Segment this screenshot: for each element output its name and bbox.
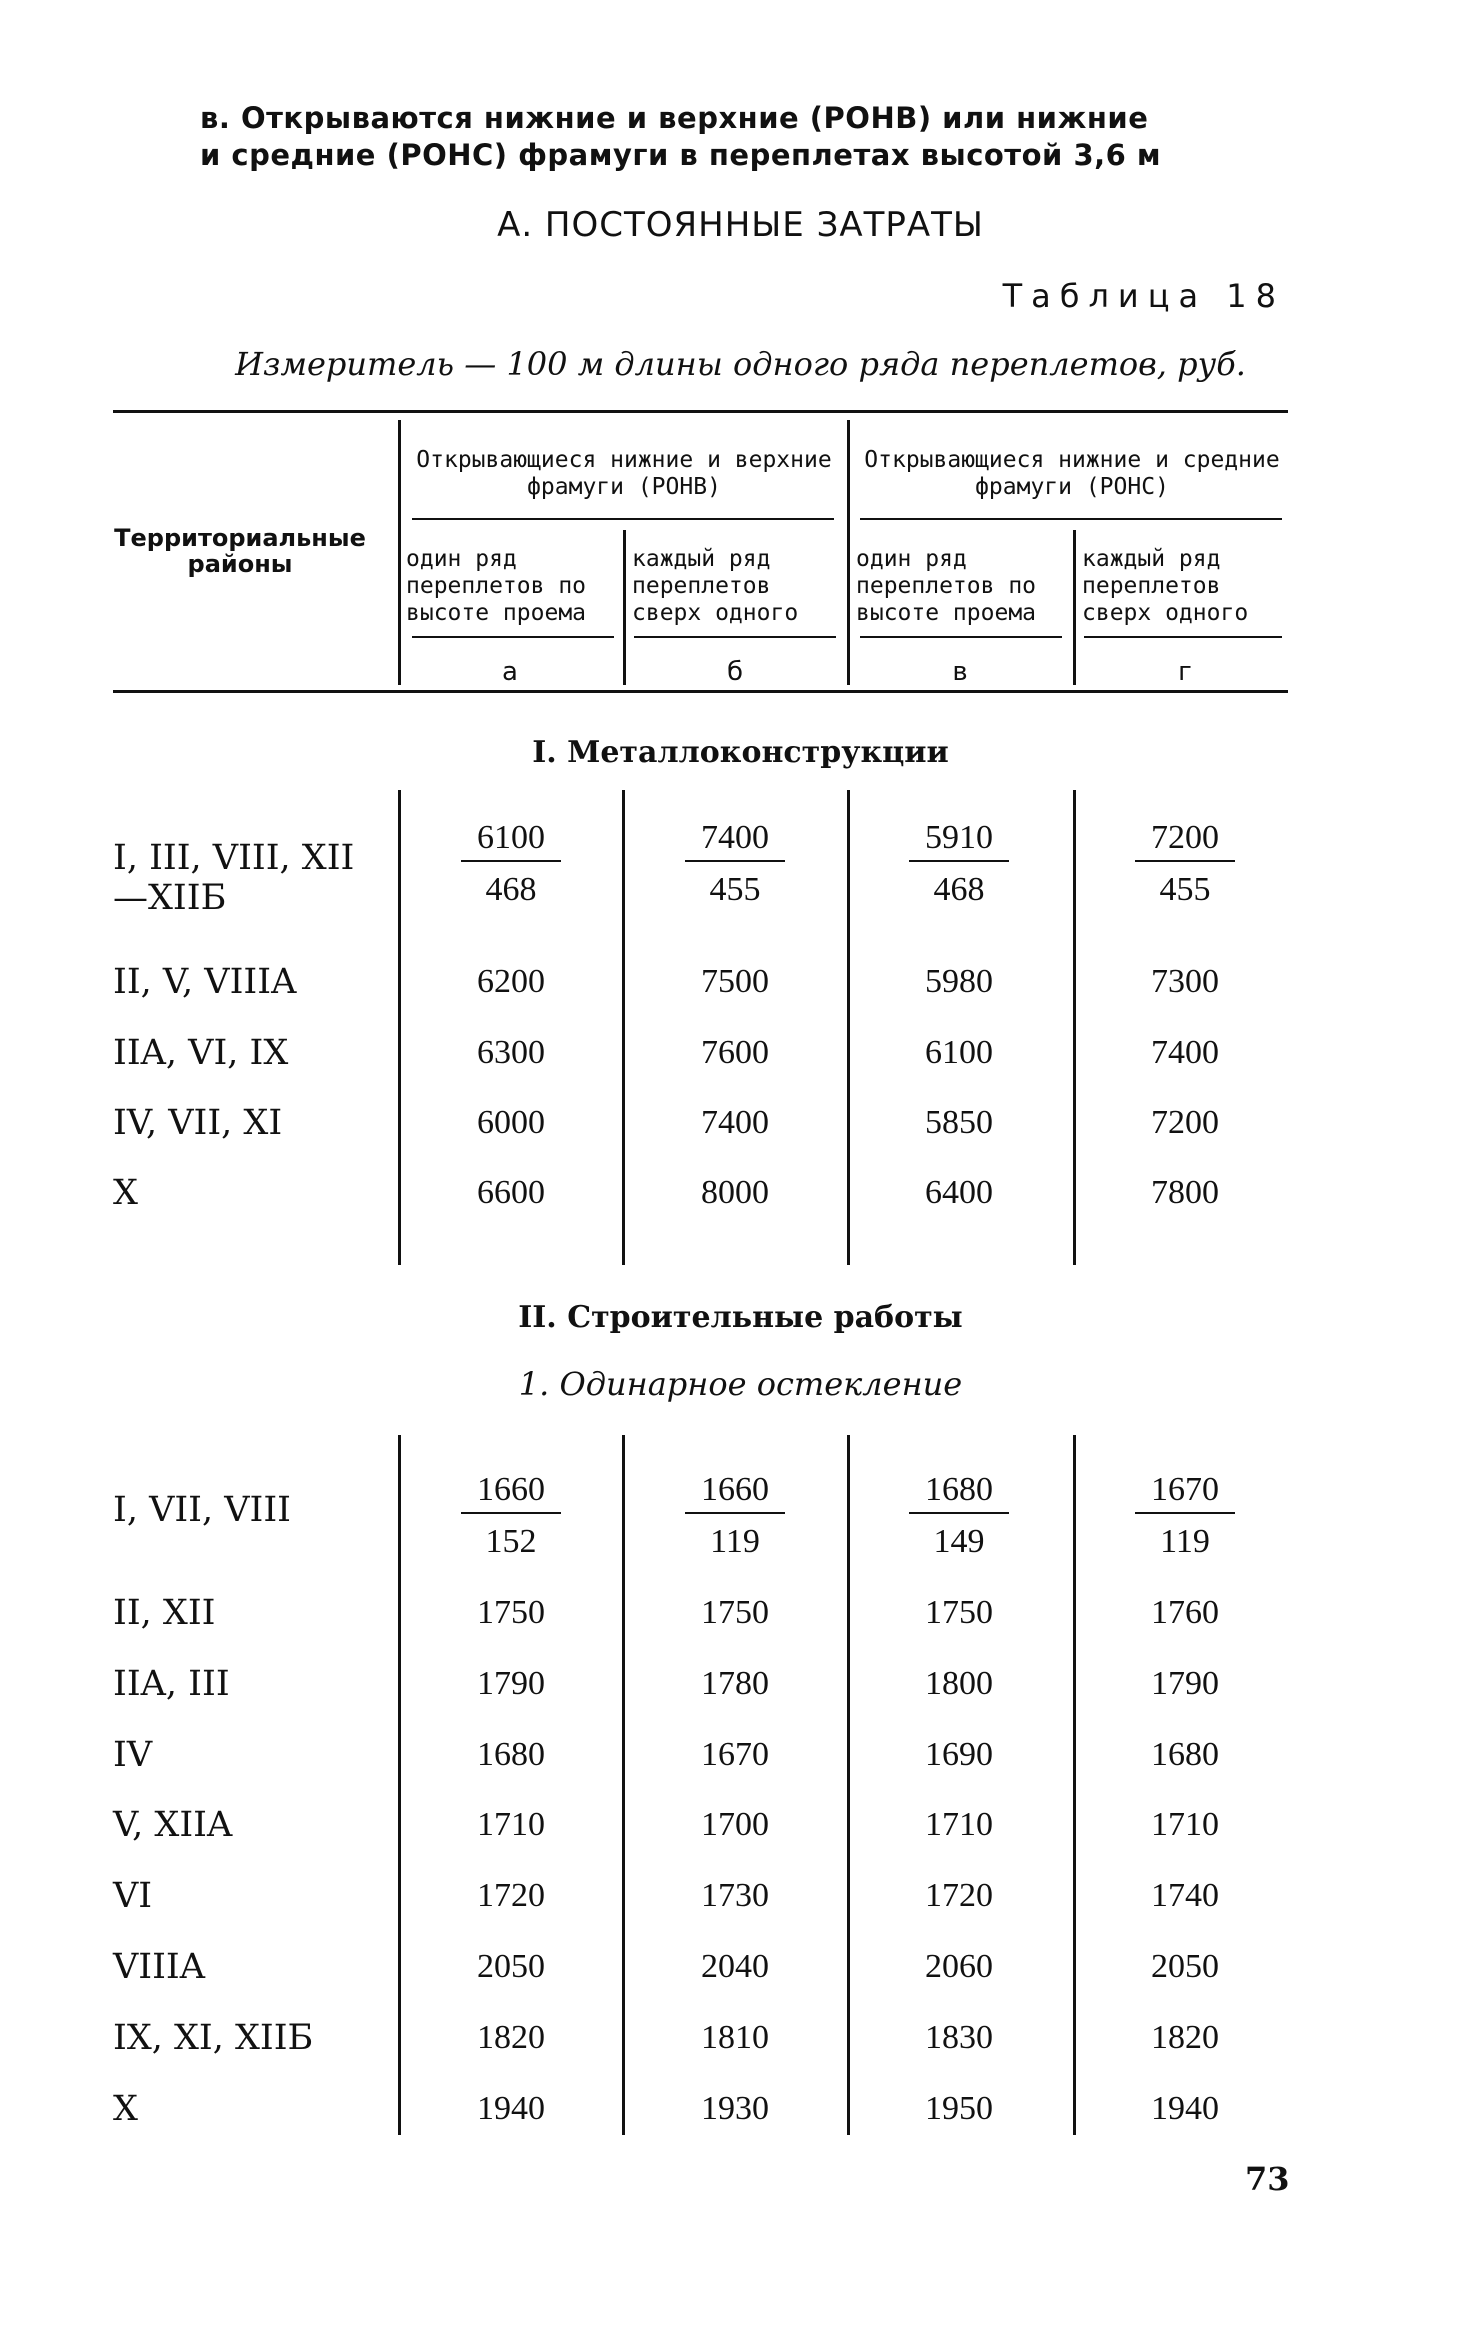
cell-value: 1930 [701,2090,769,2127]
header-divider [847,420,850,685]
cell-value: 6300 [477,1034,545,1071]
region-label: II, V, VIIIA [113,962,297,1002]
cell-value: 1720 [925,1877,993,1914]
cell-value: 1680 [477,1736,545,1773]
cell-value: 1790 [477,1665,545,1702]
cell-value: 7800 [1151,1174,1219,1211]
cell-value: 7200 [1151,819,1219,856]
header-divider [1073,530,1076,685]
column-divider [1073,1435,1076,2135]
cell-value: 1670 [701,1736,769,1773]
cell-value: 1950 [925,2090,993,2127]
cell-value: 149 [933,1523,985,1560]
cell-value: 1720 [477,1877,545,1914]
column-divider [847,790,850,1265]
column-key-b: б [726,657,744,687]
column-key-v: в [952,657,968,687]
cell-value: 1790 [1151,1665,1219,1702]
header-sub-rule [1084,636,1282,638]
cell-value: 6600 [477,1174,545,1211]
header-group-rule [412,518,834,520]
cell-value: 1670 [1151,1471,1219,1508]
header-sub-v: один ряд переплетов по высоте проема [856,546,1037,626]
table-number: Таблица 18 [1002,277,1285,315]
cell-value: 7300 [1151,963,1219,1000]
header-sub-b: каждый ряд переплетов сверх одного [632,546,799,626]
header-group-rule [860,518,1282,520]
region-label: II, XII [113,1593,216,1633]
column-divider [847,1435,850,2135]
cell-value: 468 [933,871,985,908]
cell-value: 7400 [1151,1034,1219,1071]
cell-value: 1820 [1151,2019,1219,2056]
header-sub-g: каждый ряд переплетов сверх одного [1082,546,1249,626]
cell-value: 1710 [477,1806,545,1843]
section-2-title: II. Строительные работы [518,1300,963,1335]
heading-line-1: в. Открываются нижние и верхние (РОНВ) или нижние [200,101,1149,135]
unit-label: Измеритель — 100 м длины одного ряда переплетов, руб. [235,345,1246,383]
cell-value: 1750 [701,1594,769,1631]
header-sub-rule [860,636,1062,638]
cell-value: 1940 [477,2090,545,2127]
cell-value: 2050 [477,1948,545,1985]
cell-value: 7400 [701,819,769,856]
cell-value: 8000 [701,1174,769,1211]
region-label: I, VII, VIII [113,1490,292,1530]
header-divider [398,420,401,685]
section-1-title: I. Металлоконструкции [532,735,949,770]
cell-value: 1680 [925,1471,993,1508]
cell-value: 1740 [1151,1877,1219,1914]
fraction-bar [685,860,785,862]
region-label: VI [113,1876,153,1916]
cell-value: 6000 [477,1104,545,1141]
cell-value: 1830 [925,2019,993,2056]
header-top-rule [113,410,1288,413]
section-2-subtitle: 1. Одинарное остекление [518,1365,963,1403]
cell-value: 1700 [701,1806,769,1843]
cell-value: 1730 [701,1877,769,1914]
cell-value: 1810 [701,2019,769,2056]
cell-value: 1680 [1151,1736,1219,1773]
cell-value: 7200 [1151,1104,1219,1141]
header-sub-a: один ряд переплетов по высоте проема [406,546,587,626]
cell-value: 1660 [477,1471,545,1508]
heading-line-2: и средние (РОНС) фрамуги в переплетах высотой 3,6 м [200,138,1162,172]
header-sub-rule [634,636,836,638]
cell-value: 1690 [925,1736,993,1773]
region-label: X [113,1173,138,1213]
header-bottom-rule [113,690,1288,693]
section-subtitle: А. ПОСТОЯННЫЕ ЗАТРАТЫ [497,205,984,245]
cell-value: 1710 [925,1806,993,1843]
region-label: IV [113,1735,153,1775]
header-region-col: Территориальные районы [114,524,366,578]
cell-value: 1820 [477,2019,545,2056]
fraction-bar [909,860,1009,862]
column-divider [622,1435,625,2135]
cell-value: 5850 [925,1104,993,1141]
column-divider [398,790,401,1265]
cell-value: 152 [485,1523,537,1560]
cell-value: 119 [710,1523,760,1560]
fraction-bar [1135,860,1235,862]
cell-value: 2060 [925,1948,993,1985]
cell-value: 1710 [1151,1806,1219,1843]
header-divider [623,530,626,685]
cell-value: 2040 [701,1948,769,1985]
region-label: I, III, VIII, XII—XIIБ [113,838,355,918]
cell-value: 455 [709,871,761,908]
cell-value: 468 [485,871,537,908]
region-label: IV, VII, XI [113,1103,283,1143]
cell-value: 1800 [925,1665,993,1702]
region-label: X [113,2089,138,2129]
column-key-a: а [502,657,518,687]
cell-value: 6400 [925,1174,993,1211]
fraction-bar [461,860,561,862]
fraction-bar [909,1512,1009,1514]
cell-value: 6100 [477,819,545,856]
region-label: VIIIA [113,1947,206,1987]
cell-value: 119 [1160,1523,1210,1560]
cell-value: 1760 [1151,1594,1219,1631]
cell-value: 5910 [925,819,993,856]
page-number: 73 [1245,2160,1290,2198]
fraction-bar [1135,1512,1235,1514]
cell-value: 5980 [925,963,993,1000]
cell-value: 1750 [477,1594,545,1631]
region-label: IX, XI, XIIБ [113,2018,314,2058]
header-sub-rule [412,636,614,638]
header-group-ronv: Открывающиеся нижние и верхние фрамуги (РОНВ) [416,447,832,500]
region-label: IIA, III [113,1664,230,1704]
cell-value: 6200 [477,963,545,1000]
cell-value: 455 [1159,871,1211,908]
region-label: IIA, VI, IX [113,1033,289,1073]
fraction-bar [461,1512,561,1514]
column-divider [622,790,625,1265]
cell-value: 2050 [1151,1948,1219,1985]
cell-value: 6100 [925,1034,993,1071]
cell-value: 1750 [925,1594,993,1631]
column-divider [1073,790,1076,1265]
column-divider [398,1435,401,2135]
fraction-bar [685,1512,785,1514]
cell-value: 7400 [701,1104,769,1141]
cell-value: 1660 [701,1471,769,1508]
header-group-rons: Открывающиеся нижние и средние фрамуги (РОНС) [864,447,1280,500]
cell-value: 7600 [701,1034,769,1071]
cell-value: 7500 [701,963,769,1000]
cell-value: 1940 [1151,2090,1219,2127]
column-key-g: г [1178,657,1192,687]
region-label: V, XIIA [113,1805,233,1845]
cell-value: 1780 [701,1665,769,1702]
